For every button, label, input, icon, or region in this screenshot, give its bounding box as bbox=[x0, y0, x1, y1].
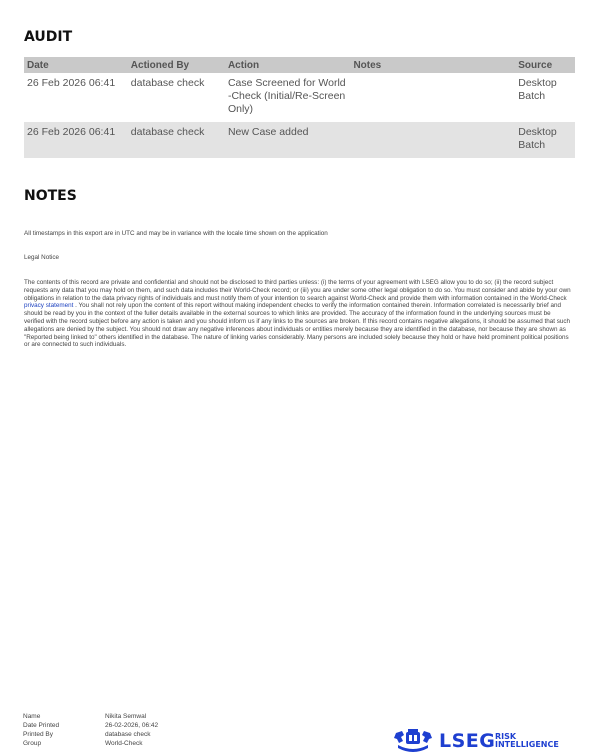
legal-text-part-1: The contents of this record are private and confidential and should not be disclosed to third parties unless: (i) the terms of your agreement with LSEG allow you to do so; (ii) the record subject requests any data that you may hold on them, and such data includes their World-Check record; or (iii) you are under some other legal obligation to do so. You must consider and abide by your own obligations in relation to the data privacy rights of individuals and must notify them of your intention to search against World-Check and provide them with information contained in the World-Check bbox=[24, 279, 571, 302]
legal-notice-body bbox=[24, 279, 572, 349]
audit-table-header bbox=[24, 57, 575, 73]
logo-subtitle-line-1: RISK bbox=[495, 732, 517, 741]
footer-printed-by-label: Printed By bbox=[23, 731, 53, 738]
footer-date-printed-label: Date Printed bbox=[23, 722, 60, 729]
cell-actioned-by: database check bbox=[128, 73, 225, 122]
column-header-source: Source bbox=[515, 57, 575, 73]
cell-notes bbox=[350, 73, 515, 122]
cell-date: 26 Feb 2026 06:41 bbox=[24, 73, 128, 122]
footer-printed-by-value: database check bbox=[105, 731, 151, 738]
cell-notes bbox=[350, 122, 515, 158]
column-header-date: Date bbox=[24, 57, 128, 73]
logo-subtitle bbox=[495, 733, 559, 749]
footer-group-value: World-Check bbox=[105, 740, 143, 747]
legal-notice-title: Legal Notice bbox=[24, 254, 60, 261]
cell-actioned-by: database check bbox=[128, 122, 225, 158]
column-header-notes: Notes bbox=[350, 57, 515, 73]
cell-source: Desktop Batch bbox=[515, 73, 575, 122]
footer-values bbox=[105, 712, 225, 748]
audit-table bbox=[24, 57, 575, 158]
footer-name-value: Nikita Semwal bbox=[105, 713, 147, 720]
privacy-statement-link[interactable]: privacy statement bbox=[24, 302, 74, 310]
timezone-note: All timestamps in this export are in UTC and may be in variance with the locale time shown on the application bbox=[24, 230, 328, 237]
footer-name-label: Name bbox=[23, 713, 41, 720]
footer-date-printed-value: 26-02-2026, 06:42 bbox=[105, 722, 159, 729]
notes-section-title: NOTES bbox=[24, 188, 77, 204]
cell-action: Case Screened for World-Check (Initial/Re-Screen Only) bbox=[225, 73, 351, 122]
legal-text-part-2: . You shall not rely upon the content of this report without making independent checks to verify the information contained therein. Information correlated is necessarily brief and should be read by you in the context of the fuller details available in the external sources to which links are provided. The accuracy of the information found in the underlying sources must be verified with the record subject before any action is taken and you should inform us if any links to the sources are broken. If this record contains negative allegations, it should be assumed that such allegations are denied by the subject. You should not draw any negative inferences about individuals or entities merely because they are identified in the database, nor because they are shown as "Reported being linked to" others identified in the database. The nature of linking varies considerably. Many persons are included solely because they hold or have held prominent political positions or are connected to such individuals. bbox=[24, 302, 571, 349]
footer-group-label: Group bbox=[23, 740, 42, 747]
footer-labels bbox=[23, 712, 103, 748]
column-header-actioned-by: Actioned By bbox=[128, 57, 225, 73]
column-header-action: Action bbox=[225, 57, 351, 73]
table-row bbox=[24, 73, 575, 122]
lseg-logo bbox=[392, 729, 572, 753]
logo-subtitle-line-2: INTELLIGENCE bbox=[495, 740, 559, 749]
cell-source: Desktop Batch bbox=[515, 122, 575, 158]
table-row bbox=[24, 122, 575, 158]
audit-section-title: AUDIT bbox=[24, 29, 73, 45]
logo-wordmark: LSEG bbox=[439, 730, 496, 752]
cell-action: New Case added bbox=[225, 122, 351, 158]
lseg-crest-icon bbox=[392, 729, 434, 753]
cell-date: 26 Feb 2026 06:41 bbox=[24, 122, 128, 158]
